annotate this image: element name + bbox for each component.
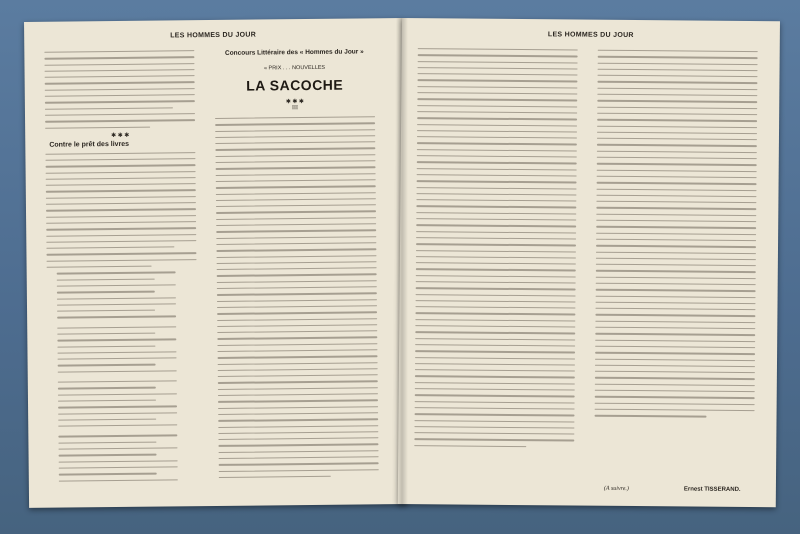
left-page-column-1 (44, 50, 199, 486)
article-text-block (45, 152, 196, 268)
right-page-column-1 (414, 48, 578, 452)
contest-title: Concours Littéraire des « Hommes du Jour » (224, 48, 364, 57)
poem-block (47, 271, 199, 481)
title-stars: ✱ ✱ ✱ (285, 99, 304, 106)
section-title: Contre le prêt des livres (49, 141, 130, 149)
to-be-continued: (A suivre.) (603, 485, 629, 492)
right-running-head: LES HOMMES DU JOUR (547, 31, 634, 40)
chapter-number: III (291, 105, 298, 112)
right-page (398, 18, 780, 507)
left-page-column-2 (215, 116, 379, 483)
prize-line: « PRIX . . . NOUVELLES (263, 64, 326, 72)
magazine-spread (24, 18, 780, 504)
author-signature: Ernest TISSERAND. (683, 486, 741, 493)
left-page (24, 18, 407, 508)
intro-text-block (44, 50, 195, 128)
right-page-column-2 (594, 50, 757, 423)
center-fold (396, 18, 408, 504)
separator-stars: ✱ ✱ ✱ (111, 132, 130, 139)
story-title: LA SACOCHE (246, 76, 344, 94)
left-running-head: LES HOMMES DU JOUR (170, 31, 257, 40)
